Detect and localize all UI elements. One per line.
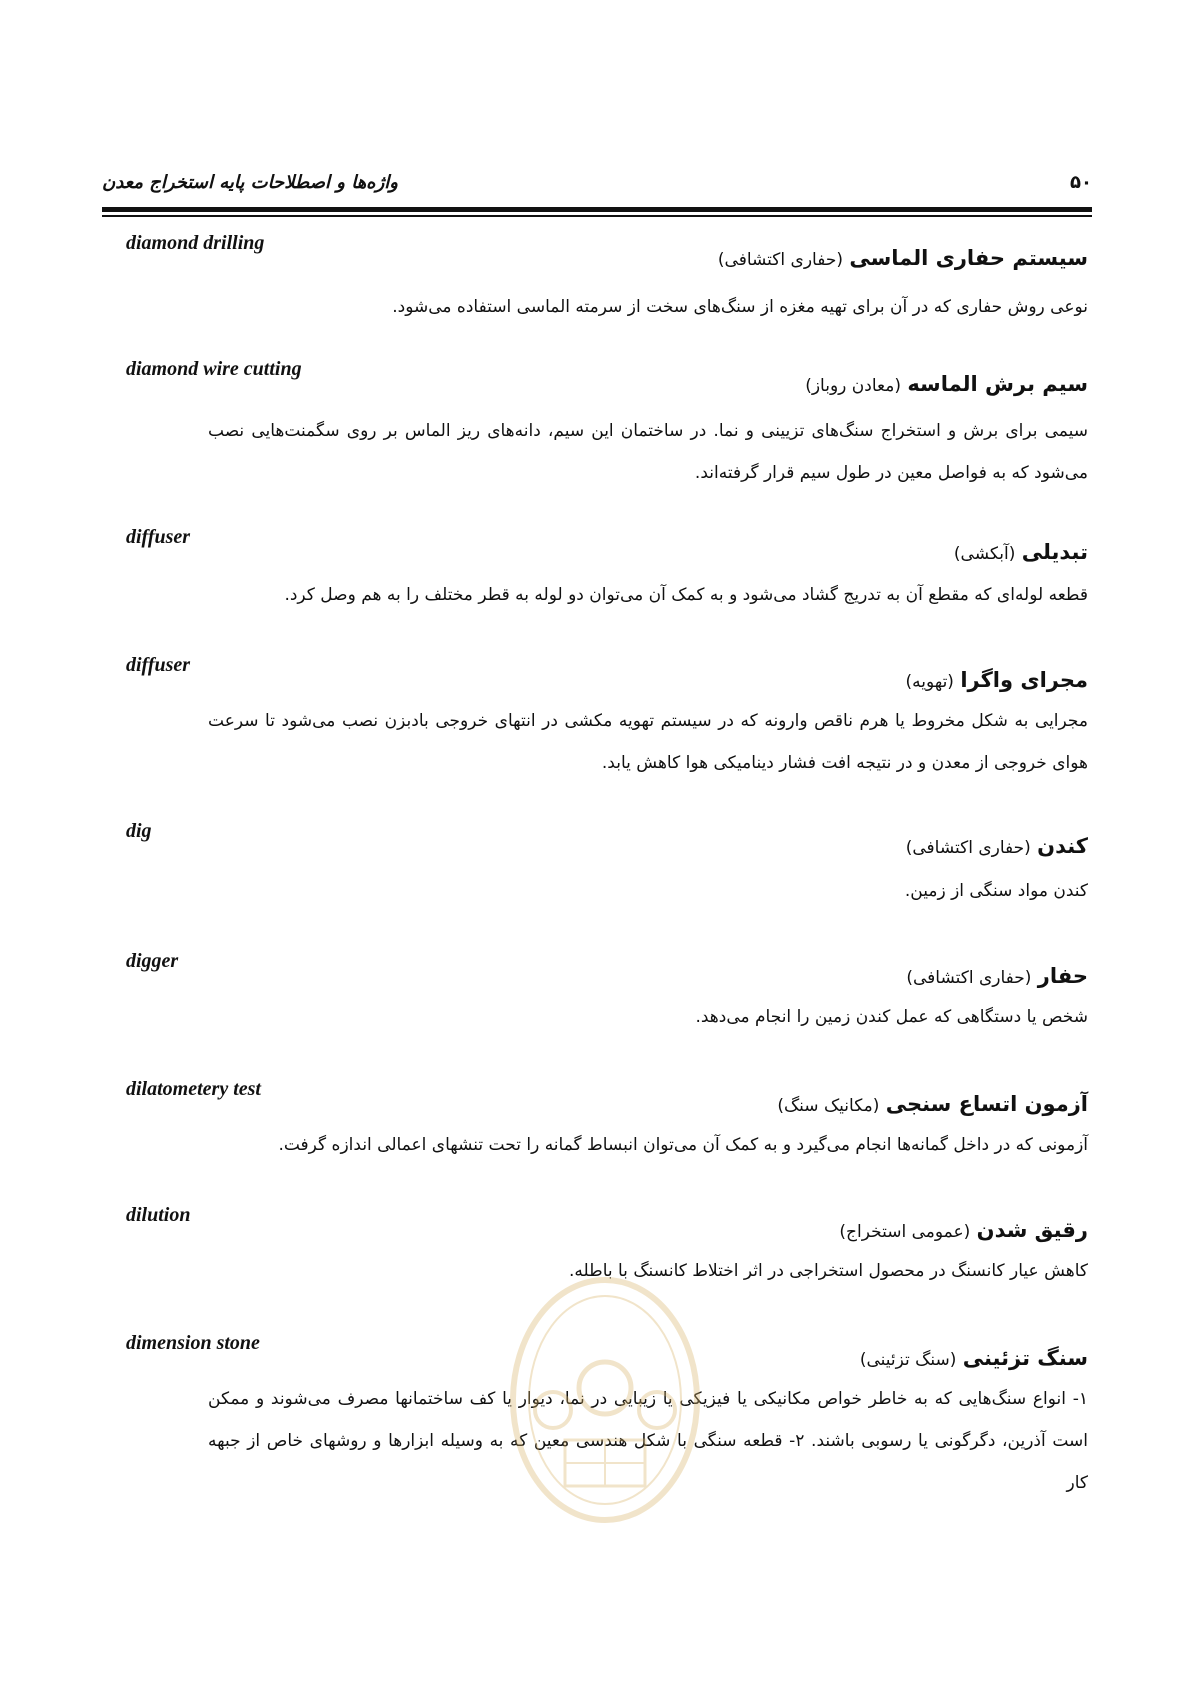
persian-heading xyxy=(860,1346,1088,1370)
persian-heading xyxy=(805,372,1088,396)
book-title: واژه‌ها و اصطلاحات پایه استخراج معدن xyxy=(102,172,398,193)
persian-term: سیستم حفاری الماسی xyxy=(849,246,1088,270)
persian-heading xyxy=(777,1092,1088,1116)
persian-term: مجرای واگرا xyxy=(960,668,1088,692)
persian-heading xyxy=(906,964,1088,988)
persian-heading xyxy=(905,668,1088,692)
definition: آزمونی که در داخل گمانه‌ها انجام می‌گیرد و به کمک آن می‌توان انبساط گمانه را تحت تنشهای اعمالی اندازه گرفت. xyxy=(278,1135,1088,1155)
english-term: dig xyxy=(126,820,152,842)
subject-field: (سنگ تزئینی) xyxy=(859,1350,957,1370)
definition: ۱- انواع سنگ‌هایی که به خاطر خواص مکانیکی یا فیزیکی یا زیبایی در نما، دیوار یا کف ساختمانها مصرف می‌شوند و ممکن است آذرین، دگرگونی یا رسوبی باشند. ۲- قطعه سنگی با شکل هندسی معین که به وسیله ابزارها و روشهای خاص از جبهه کار xyxy=(208,1389,1088,1493)
english-term: diffuser xyxy=(126,526,191,548)
english-term: diamond drilling xyxy=(126,232,265,254)
english-term: dilution xyxy=(126,1204,191,1226)
subject-field: (آبکشی) xyxy=(953,544,1016,564)
subject-field: (معادن روباز) xyxy=(805,376,901,396)
definition: قطعه لوله‌ای که مقطع آن به تدریج گشاد می‌شود و به کمک آن می‌توان دو لوله به قطر مختلف را به هم وصل کرد. xyxy=(284,585,1088,605)
header-rule-thick xyxy=(102,207,1092,212)
subject-field: (حفاری اکتشافی) xyxy=(717,250,843,270)
definition: سیمی برای برش و استخراج سنگ‌های تزیینی و نما. در ساختمان این سیم، دانه‌های ریز الماس بر روی سگمنت‌هایی نصب می‌شود که به فواصل معین در طول سیم قرار گرفته‌اند. xyxy=(208,421,1088,483)
definition: کاهش عیار کانسنگ در محصول استخراجی در اثر اختلاط کانسنگ با باطله. xyxy=(569,1261,1088,1281)
subject-field: (حفاری اکتشافی) xyxy=(906,968,1032,988)
definition: مجرایی به شکل مخروط یا هرم ناقص وارونه که در سیستم تهویه مکشی در انتهای خروجی بادبزن نصب می‌شود تا سرعت هوای خروجی از معدن و در نتیجه افت فشار دینامیکی هوا کاهش یابد. xyxy=(208,711,1088,773)
english-term: dilatometery test xyxy=(126,1078,261,1100)
watermark-seal xyxy=(505,1270,705,1530)
subject-field: (تهویه) xyxy=(905,672,954,692)
persian-term: رقیق شدن xyxy=(976,1218,1088,1242)
english-term: digger xyxy=(126,950,179,972)
english-term: diamond wire cutting xyxy=(126,358,302,380)
persian-term: سنگ تزئینی xyxy=(962,1346,1088,1370)
definition: شخص یا دستگاهی که عمل کندن زمین را انجام می‌دهد. xyxy=(695,1007,1088,1027)
english-term: diffuser xyxy=(126,654,191,676)
page-number: ۵۰ xyxy=(1070,172,1092,193)
english-term: dimension stone xyxy=(126,1332,260,1354)
running-header xyxy=(102,172,1092,202)
persian-heading xyxy=(718,246,1088,270)
persian-term: کندن xyxy=(1037,834,1088,858)
persian-heading xyxy=(954,540,1088,564)
persian-term: آزمون اتساع سنجی xyxy=(885,1092,1088,1116)
definition: نوعی روش حفاری که در آن برای تهیه مغزه از سنگ‌های سخت از سرمته الماسی استفاده می‌شود. xyxy=(392,297,1088,317)
subject-field: (عمومی استخراج) xyxy=(839,1222,971,1242)
persian-heading xyxy=(906,834,1088,858)
definition: کندن مواد سنگی از زمین. xyxy=(904,881,1088,901)
persian-heading xyxy=(839,1218,1088,1242)
persian-term: حفار xyxy=(1037,964,1088,988)
persian-term: تبدیلی xyxy=(1021,540,1088,564)
subject-field: (مکانیک سنگ) xyxy=(777,1096,880,1116)
subject-field: (حفاری اکتشافی) xyxy=(905,838,1031,858)
persian-term: سیم برش الماسه xyxy=(907,372,1088,396)
header-rule-thin xyxy=(102,215,1092,217)
